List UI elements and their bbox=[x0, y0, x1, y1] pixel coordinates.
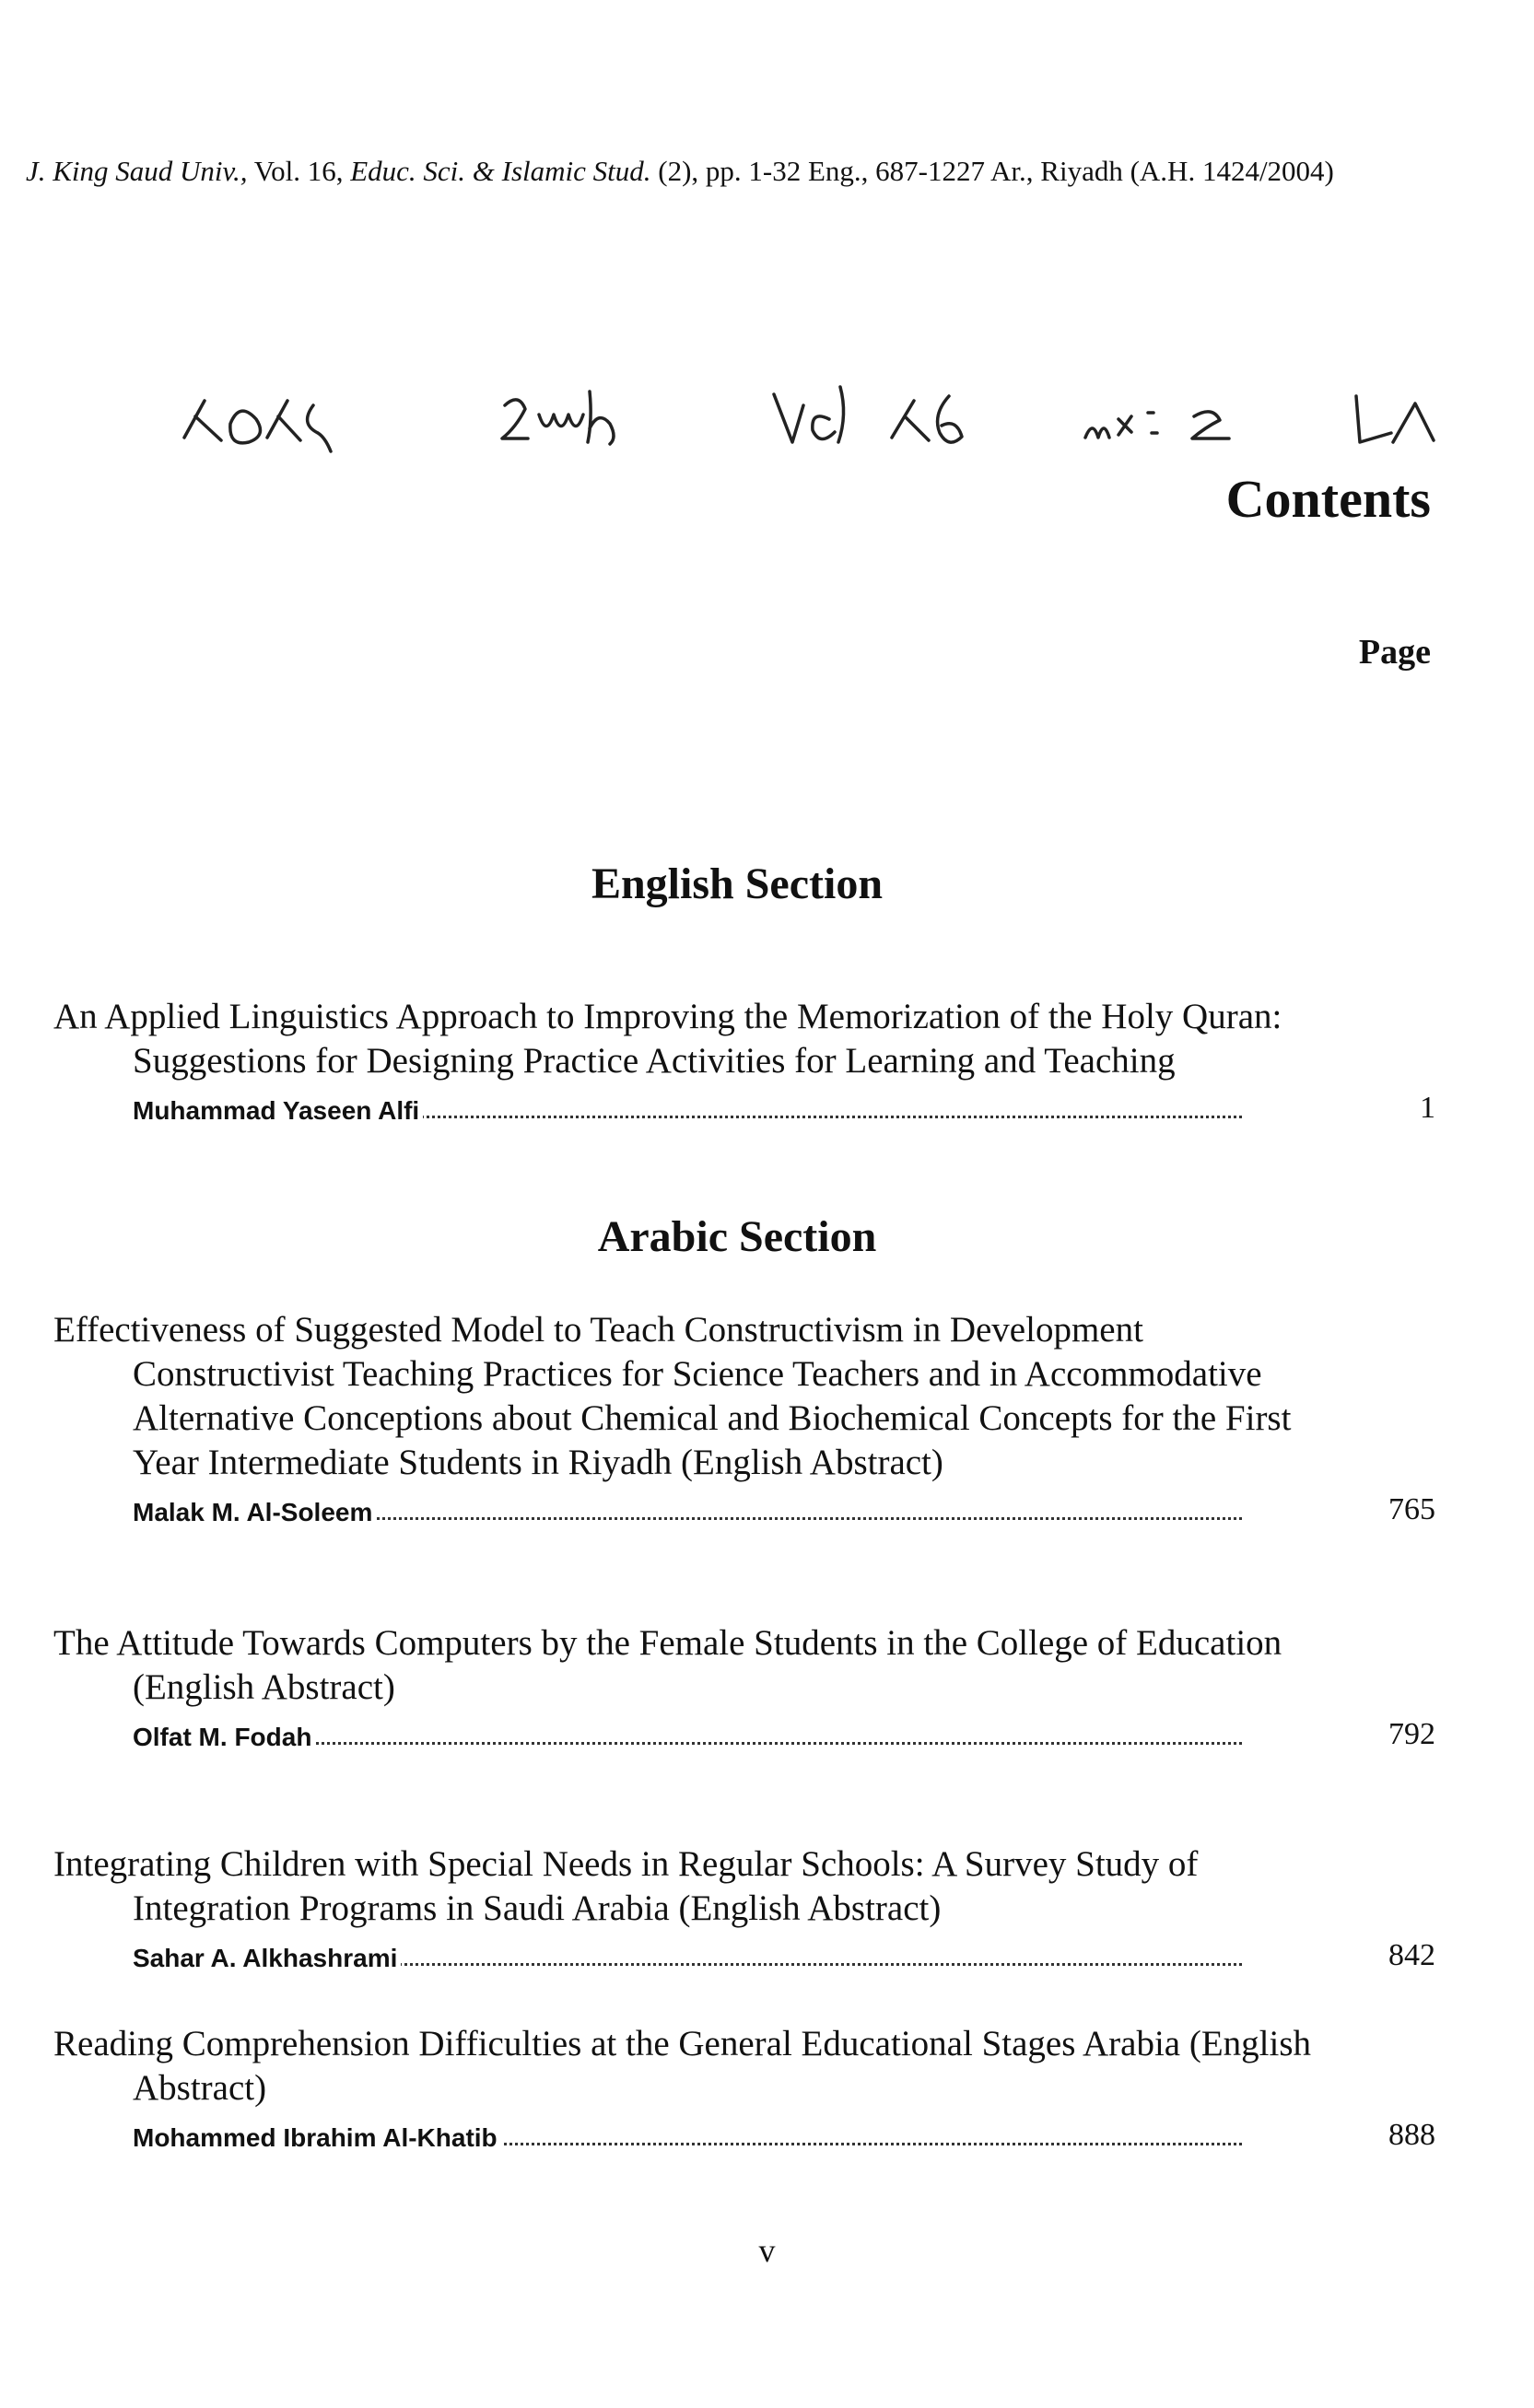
toc-entry[interactable] bbox=[53, 1621, 1435, 1752]
issue-pages: (2), pp. 1-32 Eng., 687-1227 Ar., Riyadh (A.H. 1424/2004) bbox=[650, 155, 1334, 187]
entry-page-number: 842 bbox=[1388, 1938, 1435, 1972]
toc-entry[interactable] bbox=[53, 1308, 1435, 1527]
entry-title: An Applied Linguistics Approach to Improving the Memorization of the Holy Quran: Suggestions for Designing Practice Activities for Learning and Teaching bbox=[53, 997, 1282, 1081]
field-name: Educ. Sci. & Islamic Stud. bbox=[350, 155, 651, 187]
entry-author: Muhammad Yaseen Alfi bbox=[133, 1096, 423, 1126]
entry-page-number: 765 bbox=[1388, 1492, 1435, 1526]
handwritten-annotation bbox=[0, 368, 1534, 461]
journal-header bbox=[26, 155, 1518, 188]
entry-title: Integrating Children with Special Needs in Regular Schools: A Survey Study of Integration Programs in Saudi Arabia (English Abstract) bbox=[53, 1844, 1199, 1928]
toc-entry[interactable] bbox=[53, 995, 1435, 1126]
entry-author-row bbox=[53, 2116, 1435, 2153]
entry-author-row bbox=[53, 1089, 1435, 1126]
entry-author-row bbox=[53, 1715, 1435, 1752]
english-section-heading: English Section bbox=[591, 859, 884, 908]
entry-author: Sahar A. Alkhashrami bbox=[133, 1944, 401, 1973]
journal-name: J. King Saud Univ., bbox=[26, 155, 248, 187]
entry-author-row bbox=[53, 1936, 1435, 1973]
entry-author: Malak M. Al-Soleem bbox=[133, 1498, 376, 1527]
entry-page-number: 792 bbox=[1388, 1717, 1435, 1751]
entry-title: The Attitude Towards Computers by the Female Students in the College of Education (English Abstract) bbox=[53, 1623, 1282, 1707]
entry-title: Reading Comprehension Difficulties at the General Educational Stages Arabia (English Abstract) bbox=[53, 2024, 1311, 2108]
entry-author-row bbox=[53, 1490, 1435, 1527]
arabic-section-heading: Arabic Section bbox=[597, 1212, 877, 1261]
contents-title: Contents bbox=[1225, 469, 1431, 529]
entry-page-number: 888 bbox=[1388, 2118, 1435, 2152]
entry-author: Mohammed Ibrahim Al-Khatib bbox=[133, 2123, 501, 2153]
entry-page-number: 1 bbox=[1420, 1091, 1435, 1125]
toc-entry[interactable] bbox=[53, 2022, 1435, 2153]
volume: Vol. 16, bbox=[247, 155, 351, 187]
page-numeral: v bbox=[758, 2232, 776, 2269]
page-column-label: Page bbox=[1358, 633, 1431, 672]
toc-entry[interactable] bbox=[53, 1842, 1435, 1973]
entry-author: Olfat M. Fodah bbox=[133, 1723, 315, 1752]
entry-title: Effectiveness of Suggested Model to Teach Constructivism in Development Constructivist Teaching Practices for Science Teachers and in Accommodative Alternative Conceptions about Chemical and Biochemical Concepts for the First Year Intermediate Students in Riyadh (English Abstract) bbox=[53, 1310, 1292, 1482]
